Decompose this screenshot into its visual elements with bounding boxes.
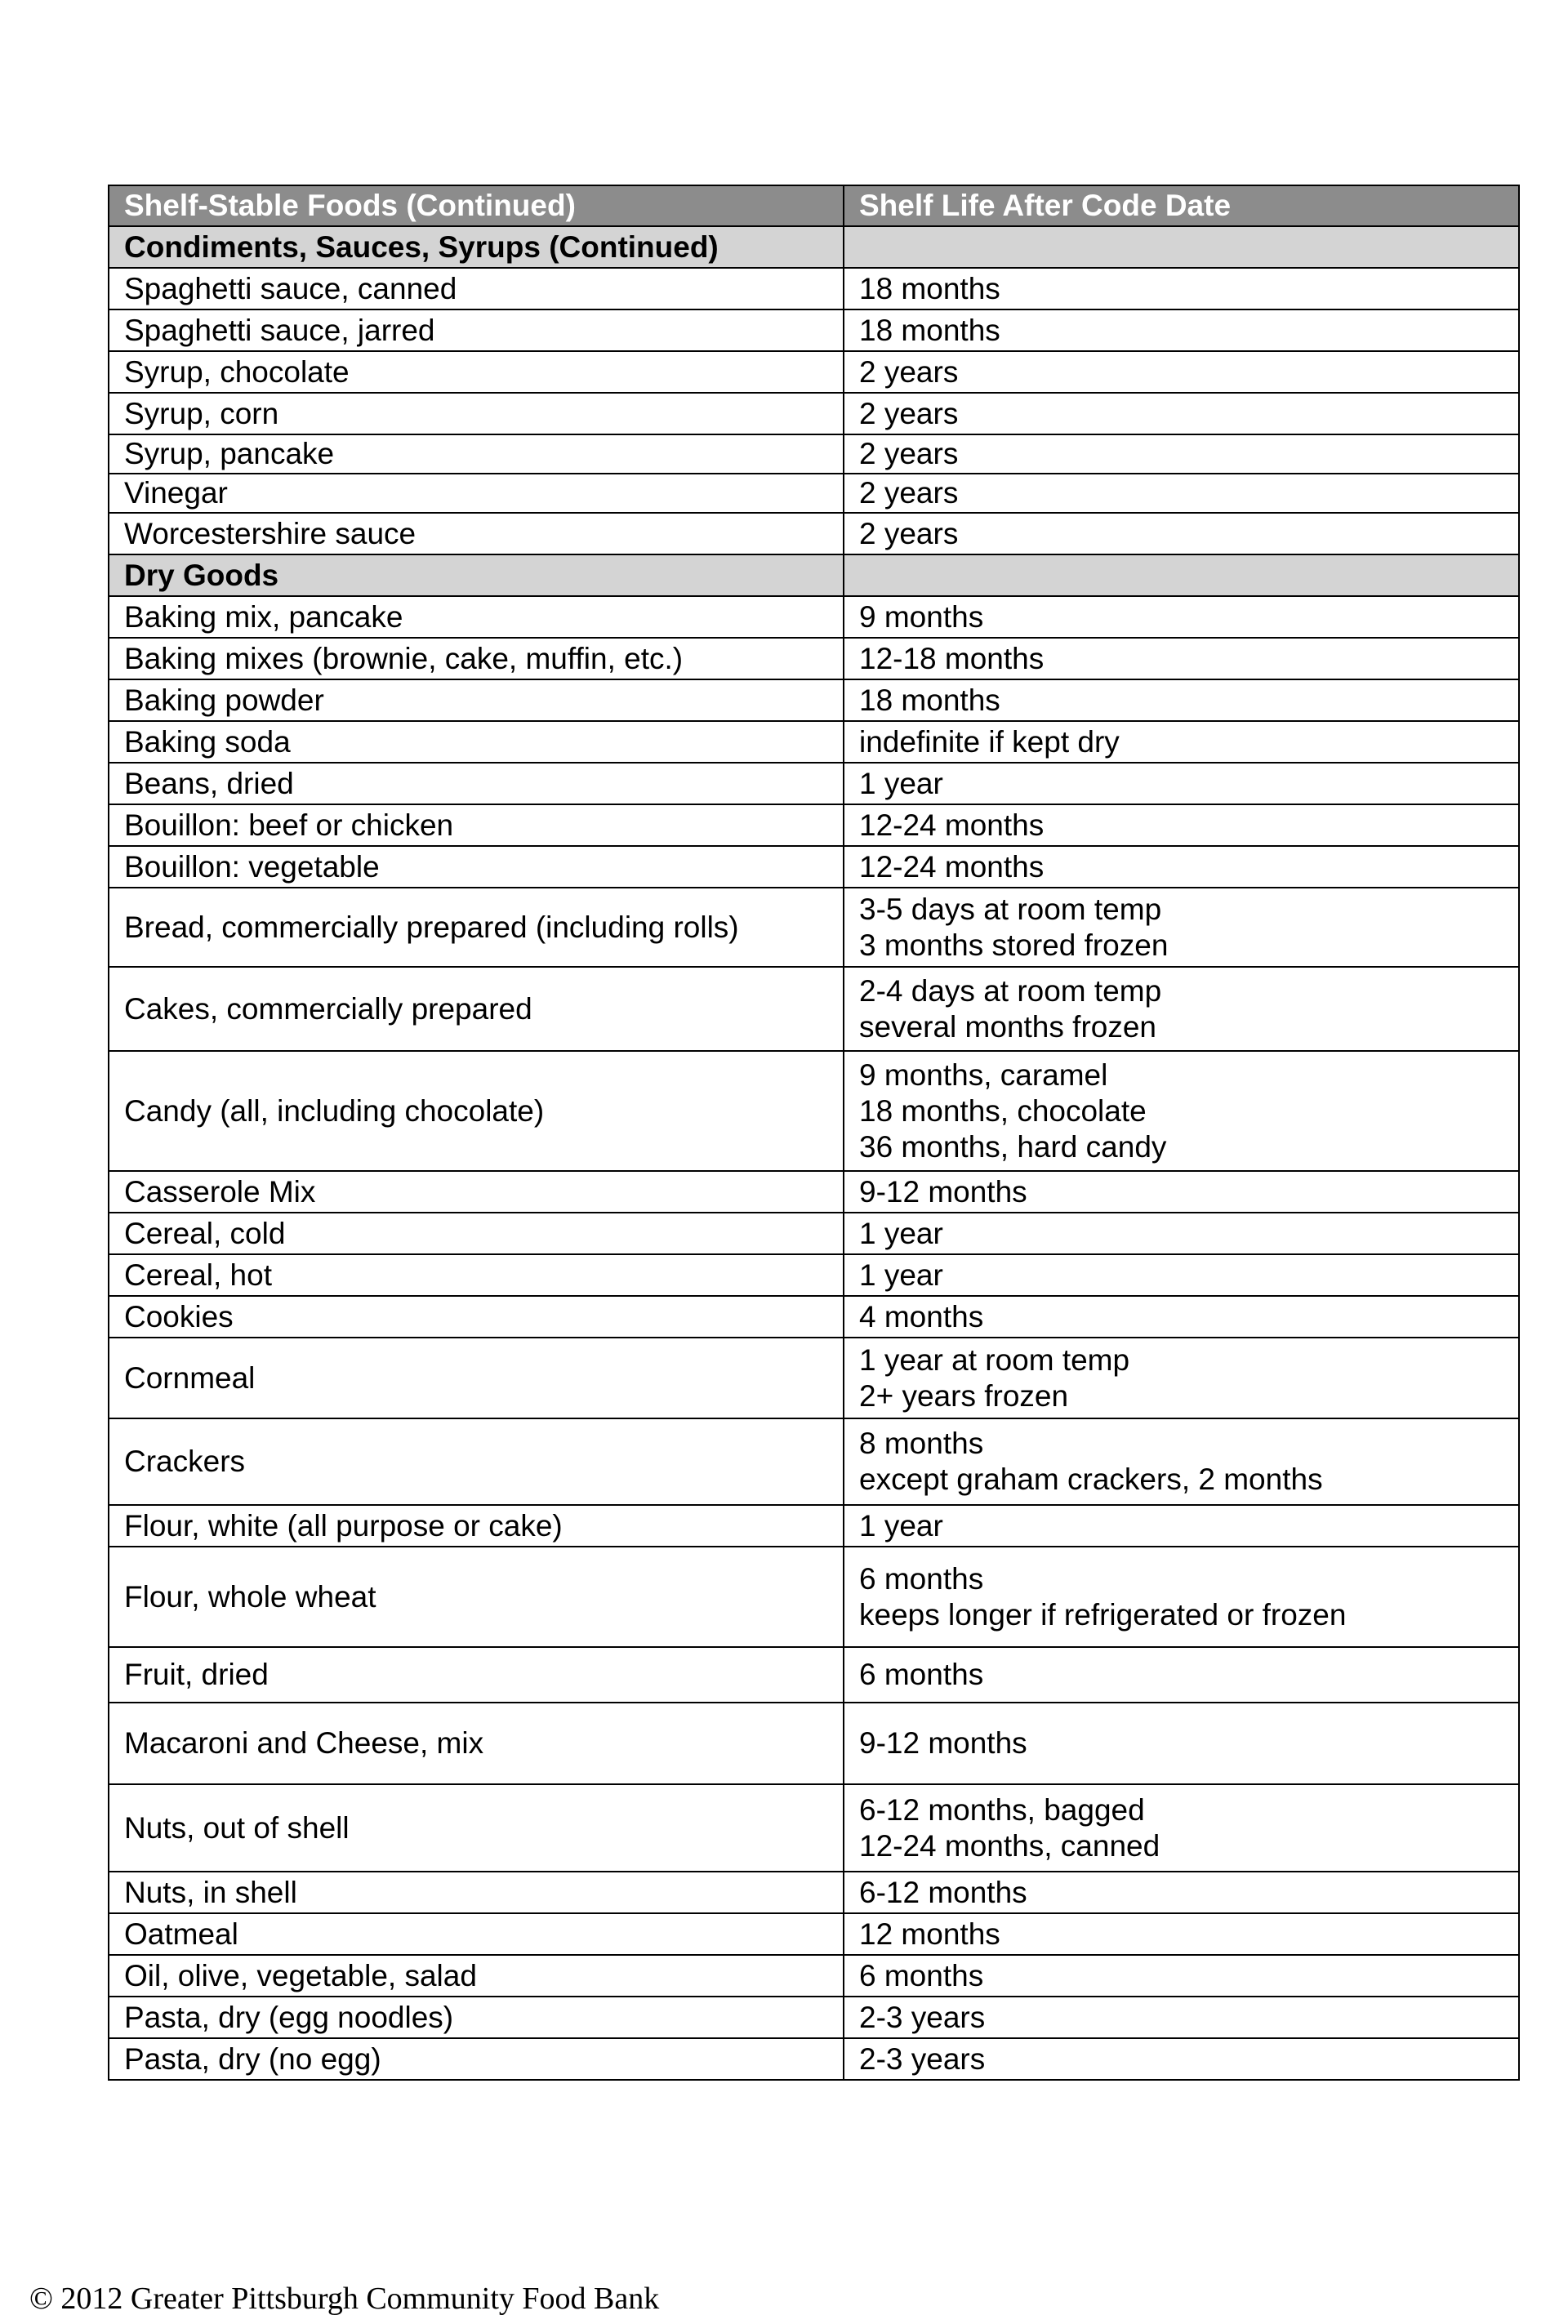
shelf-life-line: 2+ years frozen [859, 1378, 1069, 1413]
shelf-life-cell [844, 474, 1519, 513]
shelf-life-cell [844, 1505, 1519, 1547]
food-name-cell: Pasta, dry (no egg) [109, 2038, 844, 2080]
table-row [109, 1338, 1519, 1418]
shelf-life-cell [844, 393, 1519, 434]
shelf-life-cell [844, 638, 1519, 679]
food-name-cell: Bouillon: vegetable [109, 846, 844, 888]
table-row [109, 763, 1519, 804]
shelf-life-line: 12 months [859, 1917, 1000, 1951]
shelf-life-cell [844, 1171, 1519, 1213]
shelf-life-line: 1 year [859, 1258, 943, 1292]
food-name-cell: Baking mixes (brownie, cake, muffin, etc.) [109, 638, 844, 679]
table-row [109, 1913, 1519, 1955]
food-name-cell: Nuts, in shell [109, 1872, 844, 1913]
shelf-life-line: 18 months [859, 683, 1000, 717]
table-row [109, 804, 1519, 846]
table-row [109, 888, 1519, 967]
table-row [109, 1505, 1519, 1547]
food-name-cell: Oil, olive, vegetable, salad [109, 1955, 844, 1997]
shelf-life-line: 12-24 months [859, 849, 1045, 884]
shelf-life-line: 2 years [859, 516, 959, 550]
table-row [109, 513, 1519, 554]
shelf-life-cell [844, 1547, 1519, 1647]
shelf-life-line: 12-18 months [859, 641, 1045, 675]
header-food-column: Shelf-Stable Foods (Continued) [109, 185, 844, 226]
shelf-life-cell [844, 1872, 1519, 1913]
table-row [109, 1997, 1519, 2038]
food-name-cell: Macaroni and Cheese, mix [109, 1703, 844, 1784]
food-name-cell: Flour, white (all purpose or cake) [109, 1505, 844, 1547]
shelf-life-line: 4 months [859, 1299, 984, 1333]
shelf-life-cell [844, 1051, 1519, 1171]
shelf-life-cell [844, 763, 1519, 804]
header-shelf-life-column: Shelf Life After Code Date [844, 185, 1519, 226]
shelf-life-cell [844, 679, 1519, 721]
section-title: Dry Goods [109, 554, 844, 596]
shelf-life-line: 9 months [859, 599, 984, 634]
table-body [109, 226, 1519, 2080]
table-row [109, 1051, 1519, 1171]
table-row [109, 967, 1519, 1051]
shelf-life-line: several months frozen [859, 1009, 1157, 1044]
shelf-life-cell [844, 351, 1519, 393]
food-name-cell: Beans, dried [109, 763, 844, 804]
food-name-cell: Spaghetti sauce, jarred [109, 309, 844, 351]
table-row [109, 1547, 1519, 1647]
shelf-life-cell [844, 1296, 1519, 1338]
food-name-cell: Crackers [109, 1418, 844, 1505]
shelf-life-line: 2-3 years [859, 2041, 986, 2076]
shelf-life-line: 2 years [859, 354, 959, 389]
shelf-life-line: 18 months [859, 271, 1000, 305]
section-header-row [109, 554, 1519, 596]
food-name-cell: Syrup, pancake [109, 434, 844, 474]
shelf-life-cell [844, 846, 1519, 888]
shelf-life-line: 2-3 years [859, 2000, 986, 2034]
shelf-life-cell [844, 268, 1519, 309]
food-name-cell: Bouillon: beef or chicken [109, 804, 844, 846]
shelf-life-line: 1 year [859, 1216, 943, 1250]
food-name-cell: Cereal, hot [109, 1254, 844, 1296]
food-name-cell: Spaghetti sauce, canned [109, 268, 844, 309]
shelf-life-line: 6 months [859, 1958, 984, 1992]
table-header [109, 185, 1519, 226]
table-row [109, 351, 1519, 393]
table-row [109, 2038, 1519, 2080]
shelf-life-line: 9 months, caramel [859, 1057, 1108, 1092]
table-row [109, 596, 1519, 638]
table-row [109, 846, 1519, 888]
food-name-cell: Pasta, dry (egg noodles) [109, 1997, 844, 2038]
table-row [109, 1872, 1519, 1913]
shelf-life-line: 2 years [859, 476, 959, 510]
table-row [109, 721, 1519, 763]
shelf-life-line: 6-12 months, bagged [859, 1792, 1145, 1827]
shelf-life-cell [844, 721, 1519, 763]
shelf-life-cell [844, 967, 1519, 1051]
food-name-cell: Cornmeal [109, 1338, 844, 1418]
table-row [109, 1418, 1519, 1505]
section-title: Condiments, Sauces, Syrups (Continued) [109, 226, 844, 268]
shelf-life-cell [844, 596, 1519, 638]
shelf-life-line: 6-12 months [859, 1875, 1027, 1909]
table-row [109, 1171, 1519, 1213]
section-blank-cell [844, 226, 1519, 268]
table-row [109, 638, 1519, 679]
food-name-cell: Syrup, chocolate [109, 351, 844, 393]
table-row [109, 474, 1519, 513]
shelf-life-cell [844, 309, 1519, 351]
shelf-life-line: 12-24 months, canned [859, 1828, 1160, 1863]
food-name-cell: Cookies [109, 1296, 844, 1338]
shelf-life-line: 12-24 months [859, 808, 1045, 842]
food-name-cell: Cereal, cold [109, 1213, 844, 1254]
shelf-life-cell [844, 434, 1519, 474]
shelf-life-line: 1 year [859, 1508, 943, 1543]
shelf-life-cell [844, 513, 1519, 554]
table-row [109, 1254, 1519, 1296]
section-header-row [109, 226, 1519, 268]
shelf-life-cell [844, 1703, 1519, 1784]
shelf-life-cell [844, 888, 1519, 967]
shelf-life-line: keeps longer if refrigerated or frozen [859, 1597, 1347, 1632]
shelf-life-cell [844, 804, 1519, 846]
shelf-life-cell [844, 1213, 1519, 1254]
shelf-life-line: 9-12 months [859, 1726, 1027, 1760]
shelf-life-line: 6 months [859, 1658, 984, 1691]
food-name-cell: Cakes, commercially prepared [109, 967, 844, 1051]
shelf-life-line: indefinite if kept dry [859, 724, 1120, 759]
shelf-life-line: 1 year [859, 766, 943, 800]
shelf-life-line: 8 months [859, 1427, 984, 1460]
section-blank-cell [844, 554, 1519, 596]
food-name-cell: Baking powder [109, 679, 844, 721]
shelf-life-cell [844, 1647, 1519, 1703]
food-name-cell: Nuts, out of shell [109, 1784, 844, 1872]
table-row [109, 1647, 1519, 1703]
shelf-life-line: 2-4 days at room temp [859, 973, 1162, 1008]
table-row [109, 1213, 1519, 1254]
shelf-life-line: 1 year at room temp [859, 1342, 1130, 1377]
food-name-cell: Oatmeal [109, 1913, 844, 1955]
shelf-life-line: 6 months [859, 1561, 984, 1596]
table-row [109, 1296, 1519, 1338]
shelf-life-cell [844, 1254, 1519, 1296]
shelf-life-line: 18 months, chocolate [859, 1093, 1147, 1128]
shelf-life-cell [844, 1418, 1519, 1505]
shelf-life-line: 3-5 days at room temp [859, 892, 1162, 926]
table-row [109, 309, 1519, 351]
shelf-life-line: 2 years [859, 396, 959, 430]
table-row [109, 1784, 1519, 1872]
table-row [109, 679, 1519, 721]
copyright-footer: © 2012 Greater Pittsburgh Community Food Bank [29, 2282, 660, 2316]
shelf-life-cell [844, 1997, 1519, 2038]
shelf-life-table [108, 185, 1520, 2081]
shelf-life-line: 2 years [859, 437, 959, 470]
shelf-life-line: 18 months [859, 313, 1000, 347]
shelf-life-line: 36 months, hard candy [859, 1129, 1167, 1164]
shelf-life-cell [844, 2038, 1519, 2080]
food-name-cell: Candy (all, including chocolate) [109, 1051, 844, 1171]
shelf-life-line: 9-12 months [859, 1174, 1027, 1209]
food-name-cell: Flour, whole wheat [109, 1547, 844, 1647]
food-name-cell: Baking mix, pancake [109, 596, 844, 638]
shelf-life-line: except graham crackers, 2 months [859, 1463, 1323, 1496]
food-name-cell: Casserole Mix [109, 1171, 844, 1213]
food-name-cell: Syrup, corn [109, 393, 844, 434]
shelf-life-cell [844, 1338, 1519, 1418]
food-name-cell: Fruit, dried [109, 1647, 844, 1703]
table-row [109, 1955, 1519, 1997]
shelf-life-cell [844, 1955, 1519, 1997]
food-name-cell: Bread, commercially prepared (including rolls) [109, 888, 844, 967]
shelf-life-cell [844, 1913, 1519, 1955]
food-name-cell: Baking soda [109, 721, 844, 763]
shelf-life-line: 3 months stored frozen [859, 928, 1169, 962]
food-name-cell: Vinegar [109, 474, 844, 513]
table-row [109, 268, 1519, 309]
shelf-life-cell [844, 1784, 1519, 1872]
table-row [109, 434, 1519, 474]
table-row [109, 1703, 1519, 1784]
header-row [109, 185, 1519, 226]
table-row [109, 393, 1519, 434]
food-name-cell: Worcestershire sauce [109, 513, 844, 554]
